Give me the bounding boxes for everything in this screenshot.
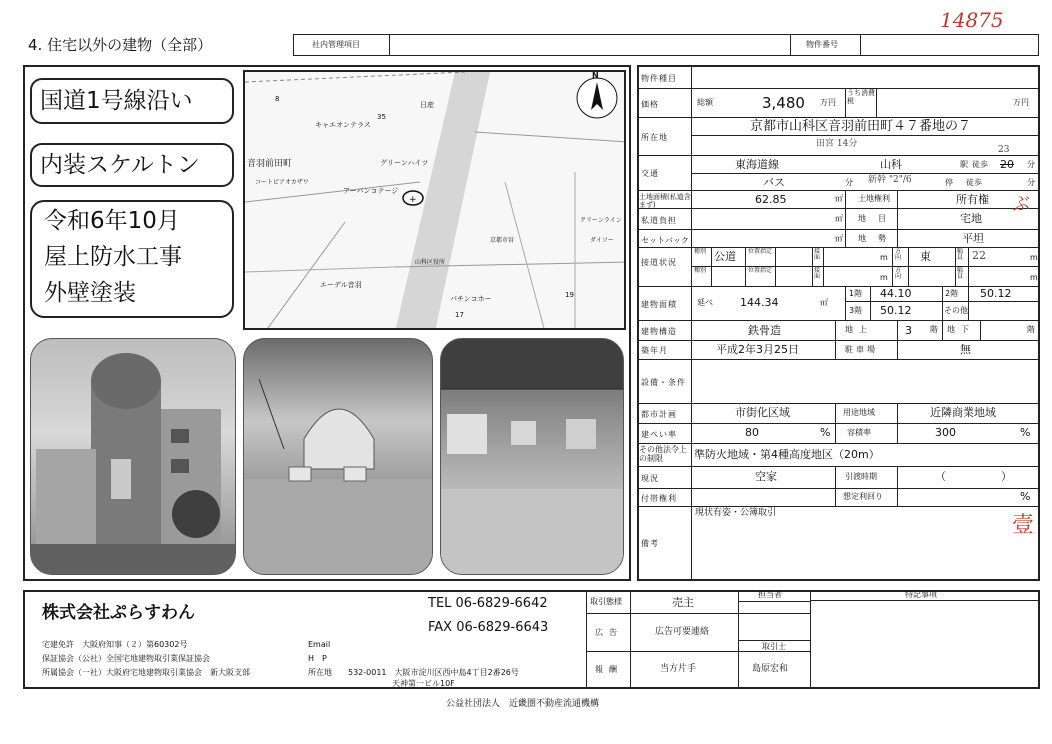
label-status: 現況 bbox=[641, 474, 659, 483]
label-notes: 備考 bbox=[641, 539, 659, 548]
access-kind2-label: 種別 bbox=[694, 267, 707, 274]
land-category-label: 地目 bbox=[858, 214, 898, 223]
access-dir-label: 方向 bbox=[895, 248, 902, 261]
property-no-label: 物件番号 bbox=[806, 40, 838, 49]
walk2-label: 徒歩 bbox=[966, 178, 982, 187]
company-name: 株式会社ぷらすわん bbox=[42, 603, 195, 623]
callout-line-3: 外壁塗装 bbox=[44, 280, 136, 306]
far-label: 容積率 bbox=[847, 428, 871, 437]
bus-stop-handwritten: 新幹 "2"/6 bbox=[868, 175, 912, 185]
handwritten-stamp-1: ぶ bbox=[1012, 194, 1030, 215]
price-value: 3,480 bbox=[762, 94, 805, 112]
map-label: キャエオンテラス bbox=[315, 121, 371, 129]
floor3-value: 50.12 bbox=[880, 304, 912, 317]
access-contact2-label: 接面 bbox=[814, 267, 821, 280]
notes-value: 現状有姿・公簿取引 bbox=[695, 508, 777, 518]
ad-label: 広告 bbox=[595, 628, 623, 637]
far-pct: % bbox=[1020, 426, 1031, 439]
callout-renovation bbox=[30, 200, 234, 318]
address-label: 所在地 bbox=[308, 668, 332, 677]
address-building: 天神第一ビル10F bbox=[392, 679, 455, 688]
label-city-plan: 都市計画 bbox=[641, 410, 677, 419]
floor2-value: 50.12 bbox=[980, 287, 1012, 300]
access-contact-label: 接面 bbox=[814, 248, 821, 261]
special-notes-label: 特記事項 bbox=[905, 590, 937, 599]
handover-value: （ ） bbox=[935, 470, 1012, 483]
photo-interior-drawing bbox=[441, 339, 624, 575]
license: 宅建免許 大阪府知事（２）第60302号 bbox=[42, 640, 188, 649]
land-area-value: 62.85 bbox=[755, 193, 787, 206]
map-label: アーバンコテージ bbox=[343, 187, 399, 195]
map-label: 山科区役所 bbox=[415, 259, 446, 266]
map-label: クリーンライン bbox=[580, 217, 622, 224]
tax-label: うち消費税 bbox=[847, 89, 875, 105]
label-facilities: 設備・条件 bbox=[641, 378, 686, 387]
staff-label: 担当者 bbox=[758, 590, 782, 599]
map-number: 17 bbox=[455, 311, 464, 319]
label-built: 築年月 bbox=[641, 346, 668, 355]
station-name: 山科 bbox=[880, 158, 902, 171]
other-floor-label: その他 bbox=[944, 306, 968, 315]
access-dir2-label: 方向 bbox=[895, 267, 902, 280]
above-ground-unit: 階 bbox=[930, 325, 938, 334]
stop-label: 停 bbox=[945, 178, 953, 187]
map-label: ダイソー bbox=[590, 237, 614, 244]
access-width2-label: 幅員 bbox=[957, 267, 964, 280]
coverage-pct: % bbox=[820, 426, 831, 439]
map-label: グリーンハイツ bbox=[380, 159, 429, 167]
map-number: 8 bbox=[275, 95, 280, 103]
land-right-label: 土地権利 bbox=[858, 194, 890, 203]
access-kind-value: 公道 bbox=[714, 250, 736, 263]
email-label: Email bbox=[308, 640, 331, 649]
below-ground-unit: 階 bbox=[1027, 325, 1035, 334]
callout-route1 bbox=[30, 78, 234, 124]
below-ground-label: 地下 bbox=[947, 325, 975, 334]
floor3-label: 3階 bbox=[849, 306, 863, 315]
train-line: 東海道線 bbox=[735, 158, 779, 171]
map-label: パチンコホー bbox=[450, 295, 492, 303]
access-width-handwritten: 22 bbox=[972, 249, 986, 262]
min-label: 分 bbox=[1027, 160, 1035, 169]
photo-interior bbox=[440, 338, 624, 575]
map-number: 19 bbox=[565, 291, 574, 299]
label-law: その他法令上の制限 bbox=[639, 445, 687, 463]
tax-unit: 万円 bbox=[1013, 98, 1029, 107]
law-value: 準防火地域・第4種高度地区（20m） bbox=[694, 448, 880, 461]
far-value: 300 bbox=[935, 426, 956, 439]
label-setback: セットバック bbox=[641, 236, 689, 245]
bus-label: バス bbox=[763, 176, 785, 189]
floor2-label: 2階 bbox=[945, 289, 959, 298]
handwritten-number: 14875 bbox=[940, 8, 1004, 32]
total-label: 総額 bbox=[697, 98, 713, 107]
min2-label: 分 bbox=[1027, 178, 1035, 187]
bus-min: 分 bbox=[845, 178, 853, 187]
private-road-unit: ㎡ bbox=[835, 214, 843, 223]
handover-label: 引渡時期 bbox=[845, 472, 877, 481]
map-label: 日産 bbox=[420, 101, 434, 109]
total-floor-value: 144.34 bbox=[740, 296, 779, 309]
photo-rooftop-drawing bbox=[244, 339, 433, 575]
status-value: 空家 bbox=[755, 470, 777, 483]
built-value: 平成2年3月25日 bbox=[716, 343, 799, 356]
access-unit-4: m bbox=[1030, 273, 1038, 282]
location-value: 京都市山科区音羽前田町４７番地の７ bbox=[750, 119, 972, 134]
photo-rooftop bbox=[243, 338, 433, 575]
ad-value: 広告可要連絡 bbox=[655, 627, 710, 637]
use-district-value: 近隣商業地域 bbox=[930, 406, 996, 419]
hp-label: H P bbox=[308, 654, 327, 663]
access-dir-value: 東 bbox=[920, 250, 931, 263]
fax: FAX 06-6829-6643 bbox=[428, 620, 549, 635]
label-price: 価格 bbox=[641, 100, 659, 109]
label-coverage: 建ぺい率 bbox=[641, 430, 677, 439]
section-title: 4. 住宅以外の建物（全部） bbox=[28, 36, 213, 54]
total-floor-unit: ㎡ bbox=[820, 298, 828, 307]
floor1-value: 44.10 bbox=[880, 287, 912, 300]
map-label: エーデル音羽 bbox=[320, 281, 362, 289]
bottom-org: 公益社団法人 近畿圏不動産流通機構 bbox=[446, 699, 600, 709]
label-access: 接道状況 bbox=[641, 258, 677, 267]
above-ground-label: 地上 bbox=[845, 325, 873, 334]
callout-skeleton bbox=[30, 143, 234, 187]
structure-value: 鉄骨造 bbox=[748, 324, 781, 337]
north-icon: N bbox=[592, 71, 599, 80]
yield-pct: % bbox=[1020, 490, 1031, 503]
parking-value: 無 bbox=[960, 343, 971, 356]
chief-label: 取引士 bbox=[762, 642, 786, 651]
label-building-area: 建物面積 bbox=[641, 300, 677, 309]
walk-label: 徒歩 bbox=[972, 160, 988, 169]
callout-route1-text: 国道1号線沿い bbox=[40, 88, 193, 114]
land-right-value: 所有権 bbox=[956, 193, 989, 206]
fee-label: 報酬 bbox=[595, 665, 623, 674]
price-unit: 万円 bbox=[820, 98, 836, 107]
terrain-label: 地勢 bbox=[858, 234, 898, 243]
label-private-road: 私道負担 bbox=[641, 216, 677, 225]
use-district-label: 用途地域 bbox=[843, 408, 875, 417]
photo-exterior bbox=[30, 338, 236, 575]
label-structure: 建物構造 bbox=[641, 327, 677, 336]
association: 所属協会（一社）大阪府宅地建物取引業協会 新大阪支部 bbox=[42, 668, 250, 677]
station-suffix: 駅 bbox=[960, 160, 968, 169]
map-number: 35 bbox=[377, 113, 386, 121]
access-pos-label: 位置指定 bbox=[748, 248, 773, 255]
map-label-town: 音羽前田町 bbox=[247, 159, 293, 169]
map bbox=[243, 70, 626, 330]
land-area-unit: ㎡ bbox=[835, 194, 843, 203]
access-kind-label: 種別 bbox=[694, 248, 707, 255]
deal-type-value: 売主 bbox=[672, 596, 694, 609]
access-unit-2: m bbox=[880, 273, 888, 282]
header-box bbox=[293, 34, 1039, 56]
label-land-area: 土地面積(私道含まず) bbox=[639, 193, 691, 209]
svg-text:+: + bbox=[409, 195, 417, 205]
setback-unit: ㎡ bbox=[835, 234, 843, 243]
city-plan-value: 市街化区域 bbox=[735, 406, 790, 419]
label-rights: 付帯権利 bbox=[641, 494, 677, 503]
location-handwritten: 田宮 14分 bbox=[816, 139, 858, 149]
label-type: 物件種目 bbox=[641, 74, 677, 83]
map-label: 京都市営 bbox=[490, 237, 515, 244]
callout-line-1: 令和6年10月 bbox=[44, 208, 180, 234]
photo-exterior-drawing bbox=[31, 339, 236, 575]
yield-label: 想定利回り bbox=[843, 492, 883, 501]
label-location: 所在地 bbox=[641, 133, 668, 142]
address: 532-0011 大阪市淀川区西中島4丁目2番26号 bbox=[348, 668, 519, 677]
total-floor-label: 延べ bbox=[697, 298, 713, 307]
deal-type-label: 取引態様 bbox=[590, 597, 622, 606]
above-ground-value: 3 bbox=[905, 324, 912, 337]
access-pos2-label: 位置指定 bbox=[748, 267, 773, 274]
map-label: コートピアオカザワ bbox=[255, 179, 309, 186]
floor1-label: 1階 bbox=[849, 289, 863, 298]
label-transport: 交通 bbox=[641, 169, 659, 178]
fee-value: 当方片手 bbox=[660, 664, 697, 674]
coverage-value: 80 bbox=[745, 426, 759, 439]
parking-label: 駐車場 bbox=[845, 345, 878, 354]
access-width-label: 幅員 bbox=[957, 248, 964, 261]
callout-line-2: 屋上防水工事 bbox=[44, 244, 182, 270]
guarantee: 保証協会（公社）全国宅地建物取引業保証協会 bbox=[42, 654, 210, 663]
land-category-value: 宅地 bbox=[960, 212, 982, 225]
callout-skeleton-text: 内装スケルトン bbox=[40, 152, 200, 178]
internal-label: 社内管理項目 bbox=[312, 40, 360, 49]
walk-minutes-handwritten: 23 bbox=[998, 145, 1010, 155]
access-unit-3: m bbox=[1030, 253, 1038, 262]
access-unit: m bbox=[880, 253, 888, 262]
handwritten-stamp-2: 壹 bbox=[1012, 513, 1035, 538]
walk-minutes: 20 bbox=[1000, 158, 1014, 171]
phone[interactable]: TEL 06-6829-6642 bbox=[428, 596, 548, 611]
chief-value: 島原宏和 bbox=[752, 664, 789, 674]
terrain-value: 平坦 bbox=[962, 232, 984, 245]
